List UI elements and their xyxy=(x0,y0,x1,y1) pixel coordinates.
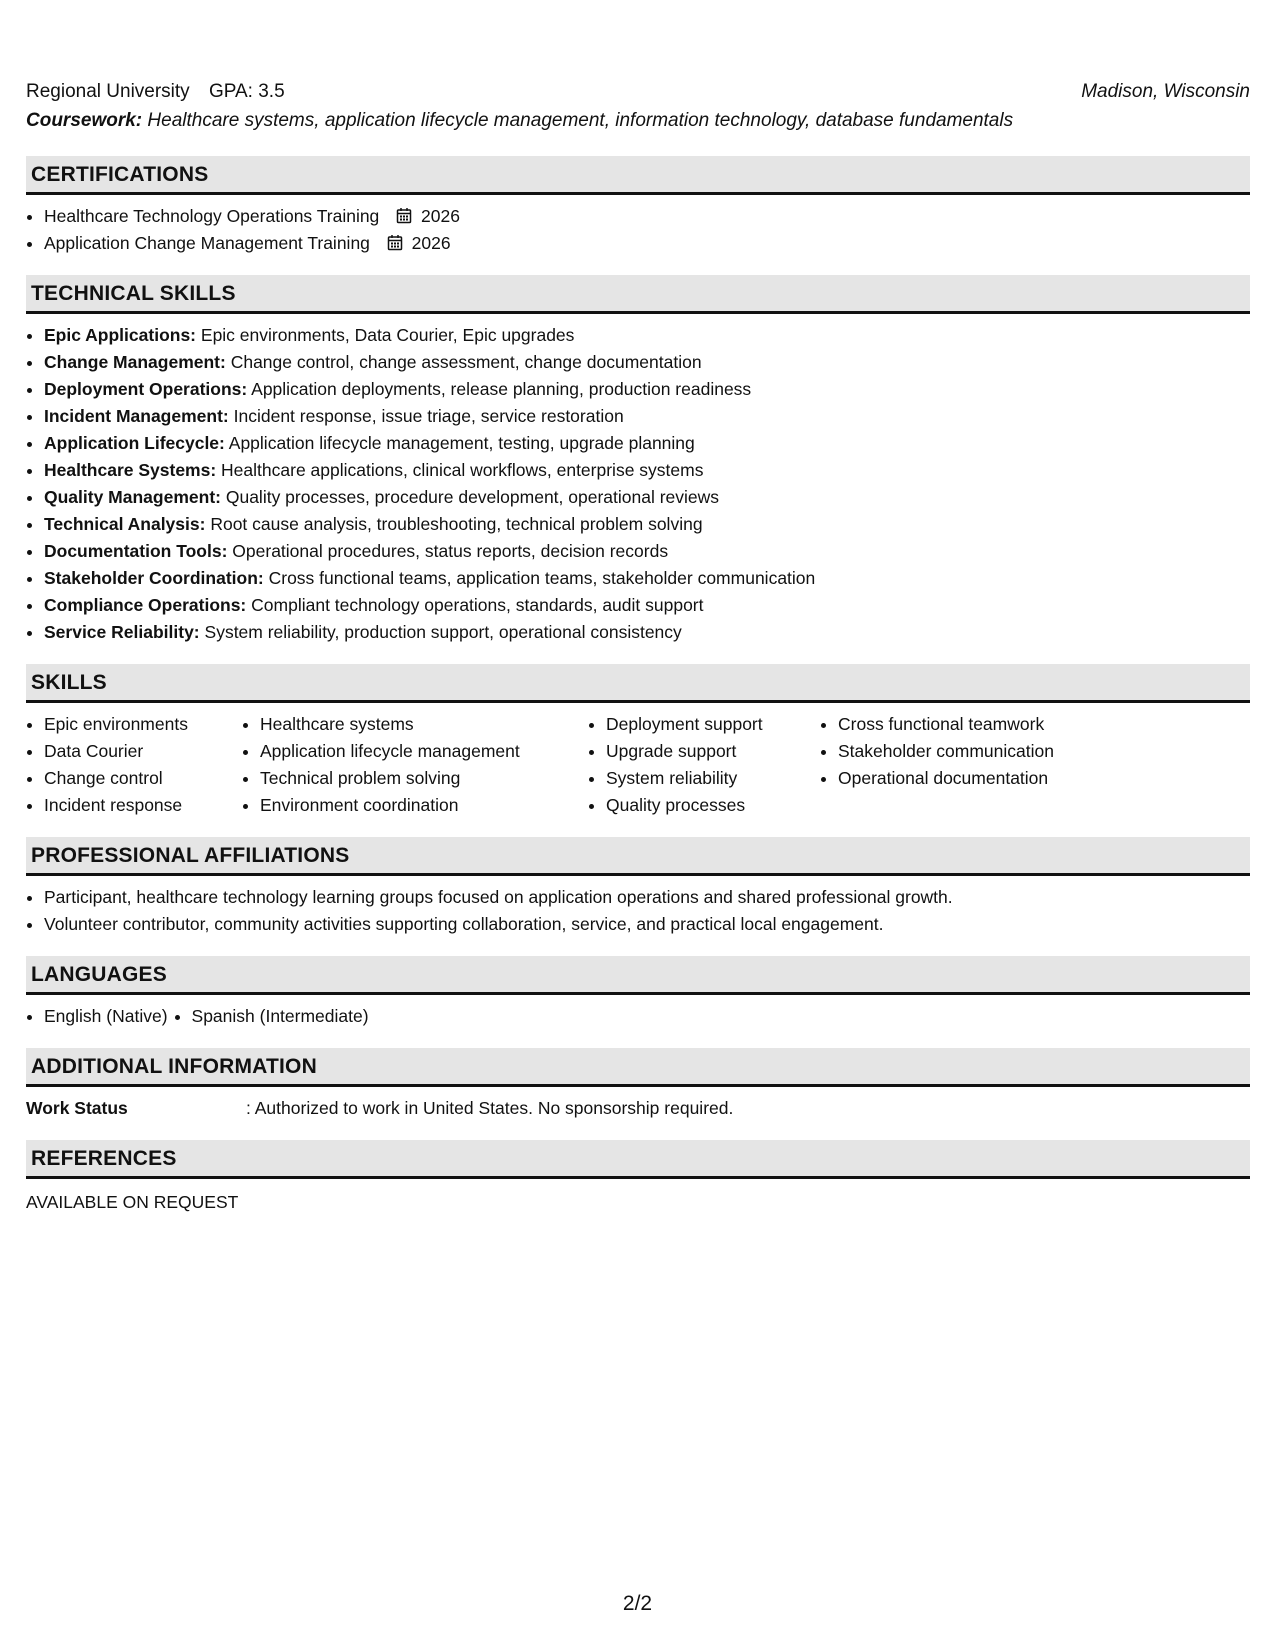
technical-skill-item xyxy=(44,403,1250,430)
references-section xyxy=(26,1140,1250,1216)
skill-category: Stakeholder Coordination: xyxy=(44,568,264,588)
skill-details: Epic environments, Data Courier, Epic upgrades xyxy=(200,325,575,345)
skill-details: System reliability, production support, operational consistency xyxy=(204,622,682,642)
school-location: Madison, Wisconsin xyxy=(1081,81,1250,102)
skill-item: • Stakeholder communication xyxy=(838,738,1138,765)
language-list xyxy=(174,1003,369,1030)
technical-skills-section xyxy=(26,275,1250,646)
technical-skill-item xyxy=(44,430,1250,457)
skill-details: Cross functional teams, application teams, stakeholder communication xyxy=(268,568,816,588)
section-heading: SKILLS xyxy=(26,664,1250,703)
technical-skill-item xyxy=(44,322,1250,349)
languages-row xyxy=(26,995,1250,1030)
certification-year: 2026 xyxy=(411,233,451,253)
technical-skills-list xyxy=(26,322,1250,646)
certifications-section xyxy=(26,156,1250,257)
additional-info-section xyxy=(26,1048,1250,1122)
skill-item: • Healthcare systems xyxy=(260,711,588,738)
calendar-icon xyxy=(387,234,403,251)
certification-name: Healthcare Technology Operations Training xyxy=(44,206,380,226)
technical-skill-item xyxy=(44,349,1250,376)
technical-skill-item xyxy=(44,538,1250,565)
affiliations-list xyxy=(26,884,1250,938)
gpa: GPA: 3.5 xyxy=(208,81,285,102)
coursework xyxy=(26,110,1250,138)
skill-category: Epic Applications: xyxy=(44,325,197,345)
skills-column xyxy=(820,711,1138,819)
resume-page xyxy=(26,78,1250,1216)
certification-item xyxy=(44,230,1250,257)
school-name: Regional University xyxy=(26,81,190,102)
technical-skill-item xyxy=(44,592,1250,619)
skill-details: Operational procedures, status reports, decision records xyxy=(232,541,669,561)
education-line xyxy=(26,78,1250,106)
technical-skill-item xyxy=(44,457,1250,484)
section-heading: CERTIFICATIONS xyxy=(26,156,1250,195)
certification-name: Application Change Management Training xyxy=(44,233,370,253)
skill-details: Healthcare applications, clinical workflows, enterprise systems xyxy=(221,460,704,480)
skill-details: Quality processes, procedure development, operational reviews xyxy=(225,487,720,507)
skill-category: Incident Management: xyxy=(44,406,229,426)
technical-skill-item xyxy=(44,376,1250,403)
skill-category: Quality Management: xyxy=(44,487,221,507)
skill-item: • Cross functional teamwork xyxy=(838,711,1138,738)
technical-skill-item xyxy=(44,511,1250,538)
coursework-label: Coursework: xyxy=(26,110,143,131)
skills-section xyxy=(26,664,1250,819)
languages-section xyxy=(26,956,1250,1030)
skills-column xyxy=(242,711,588,819)
skill-category: Deployment Operations: xyxy=(44,379,248,399)
section-heading: REFERENCES xyxy=(26,1140,1250,1179)
language-item: • English (Native) xyxy=(44,1003,168,1030)
certification-item xyxy=(44,203,1250,230)
skill-category: Service Reliability: xyxy=(44,622,200,642)
technical-skill-item xyxy=(44,565,1250,592)
skill-details: Incident response, issue triage, service restoration xyxy=(233,406,624,426)
skill-details: Root cause analysis, troubleshooting, technical problem solving xyxy=(210,514,703,534)
skill-category: Documentation Tools: xyxy=(44,541,228,561)
skill-item: • Upgrade support xyxy=(606,738,820,765)
skills-column xyxy=(26,711,242,819)
technical-skill-item xyxy=(44,484,1250,511)
skill-category: Change Management: xyxy=(44,352,226,372)
section-heading: TECHNICAL SKILLS xyxy=(26,275,1250,314)
skill-item: • Incident response xyxy=(44,792,242,819)
skill-details: Change control, change assessment, change documentation xyxy=(230,352,702,372)
work-status-label: Work Status xyxy=(26,1098,128,1118)
certification-year: 2026 xyxy=(421,206,460,226)
affiliation-item: • Volunteer contributor, community activities supporting collaboration, service, and practical local engagement. xyxy=(44,911,1250,938)
skill-details: Application deployments, release planning, production readiness xyxy=(251,379,752,399)
education-left xyxy=(26,81,299,103)
skill-item: • Data Courier xyxy=(44,738,242,765)
skill-item: • Operational documentation xyxy=(838,765,1138,792)
work-status-row xyxy=(26,1095,1250,1122)
certifications-list xyxy=(26,203,1250,257)
page-number: 2/2 xyxy=(622,1592,653,1615)
section-heading: LANGUAGES xyxy=(26,956,1250,995)
skill-item: • Environment coordination xyxy=(260,792,588,819)
affiliations-section xyxy=(26,837,1250,938)
language-list xyxy=(26,1003,168,1030)
coursework-text: Healthcare systems, application lifecycle management, information technology, database fundamentals xyxy=(147,110,1014,131)
affiliation-item: • Participant, healthcare technology learning groups focused on application operations and shared professional growth. xyxy=(44,884,1250,911)
skill-category: Technical Analysis: xyxy=(44,514,206,534)
language-item: • Spanish (Intermediate) xyxy=(192,1003,369,1030)
skill-details: Application lifecycle management, testing, upgrade planning xyxy=(228,433,695,453)
skill-item: • Change control xyxy=(44,765,242,792)
calendar-icon xyxy=(396,207,412,224)
work-status-value: : Authorized to work in United States. No sponsorship required. xyxy=(246,1098,734,1118)
technical-skill-item xyxy=(44,619,1250,646)
skill-item: • System reliability xyxy=(606,765,820,792)
skill-item: • Technical problem solving xyxy=(260,765,588,792)
skill-category: Compliance Operations: xyxy=(44,595,247,615)
skills-grid xyxy=(26,711,1250,819)
skill-item: • Deployment support xyxy=(606,711,820,738)
skill-item: • Application lifecycle management xyxy=(260,738,588,765)
section-heading: PROFESSIONAL AFFILIATIONS xyxy=(26,837,1250,876)
references-text: AVAILABLE ON REQUEST xyxy=(26,1192,239,1212)
skill-category: Application Lifecycle: xyxy=(44,433,225,453)
section-heading: ADDITIONAL INFORMATION xyxy=(26,1048,1250,1087)
skill-item: • Epic environments xyxy=(44,711,242,738)
skill-item: • Quality processes xyxy=(606,792,820,819)
skill-details: Compliant technology operations, standards, audit support xyxy=(251,595,704,615)
skills-column xyxy=(588,711,820,819)
skill-category: Healthcare Systems: xyxy=(44,460,217,480)
